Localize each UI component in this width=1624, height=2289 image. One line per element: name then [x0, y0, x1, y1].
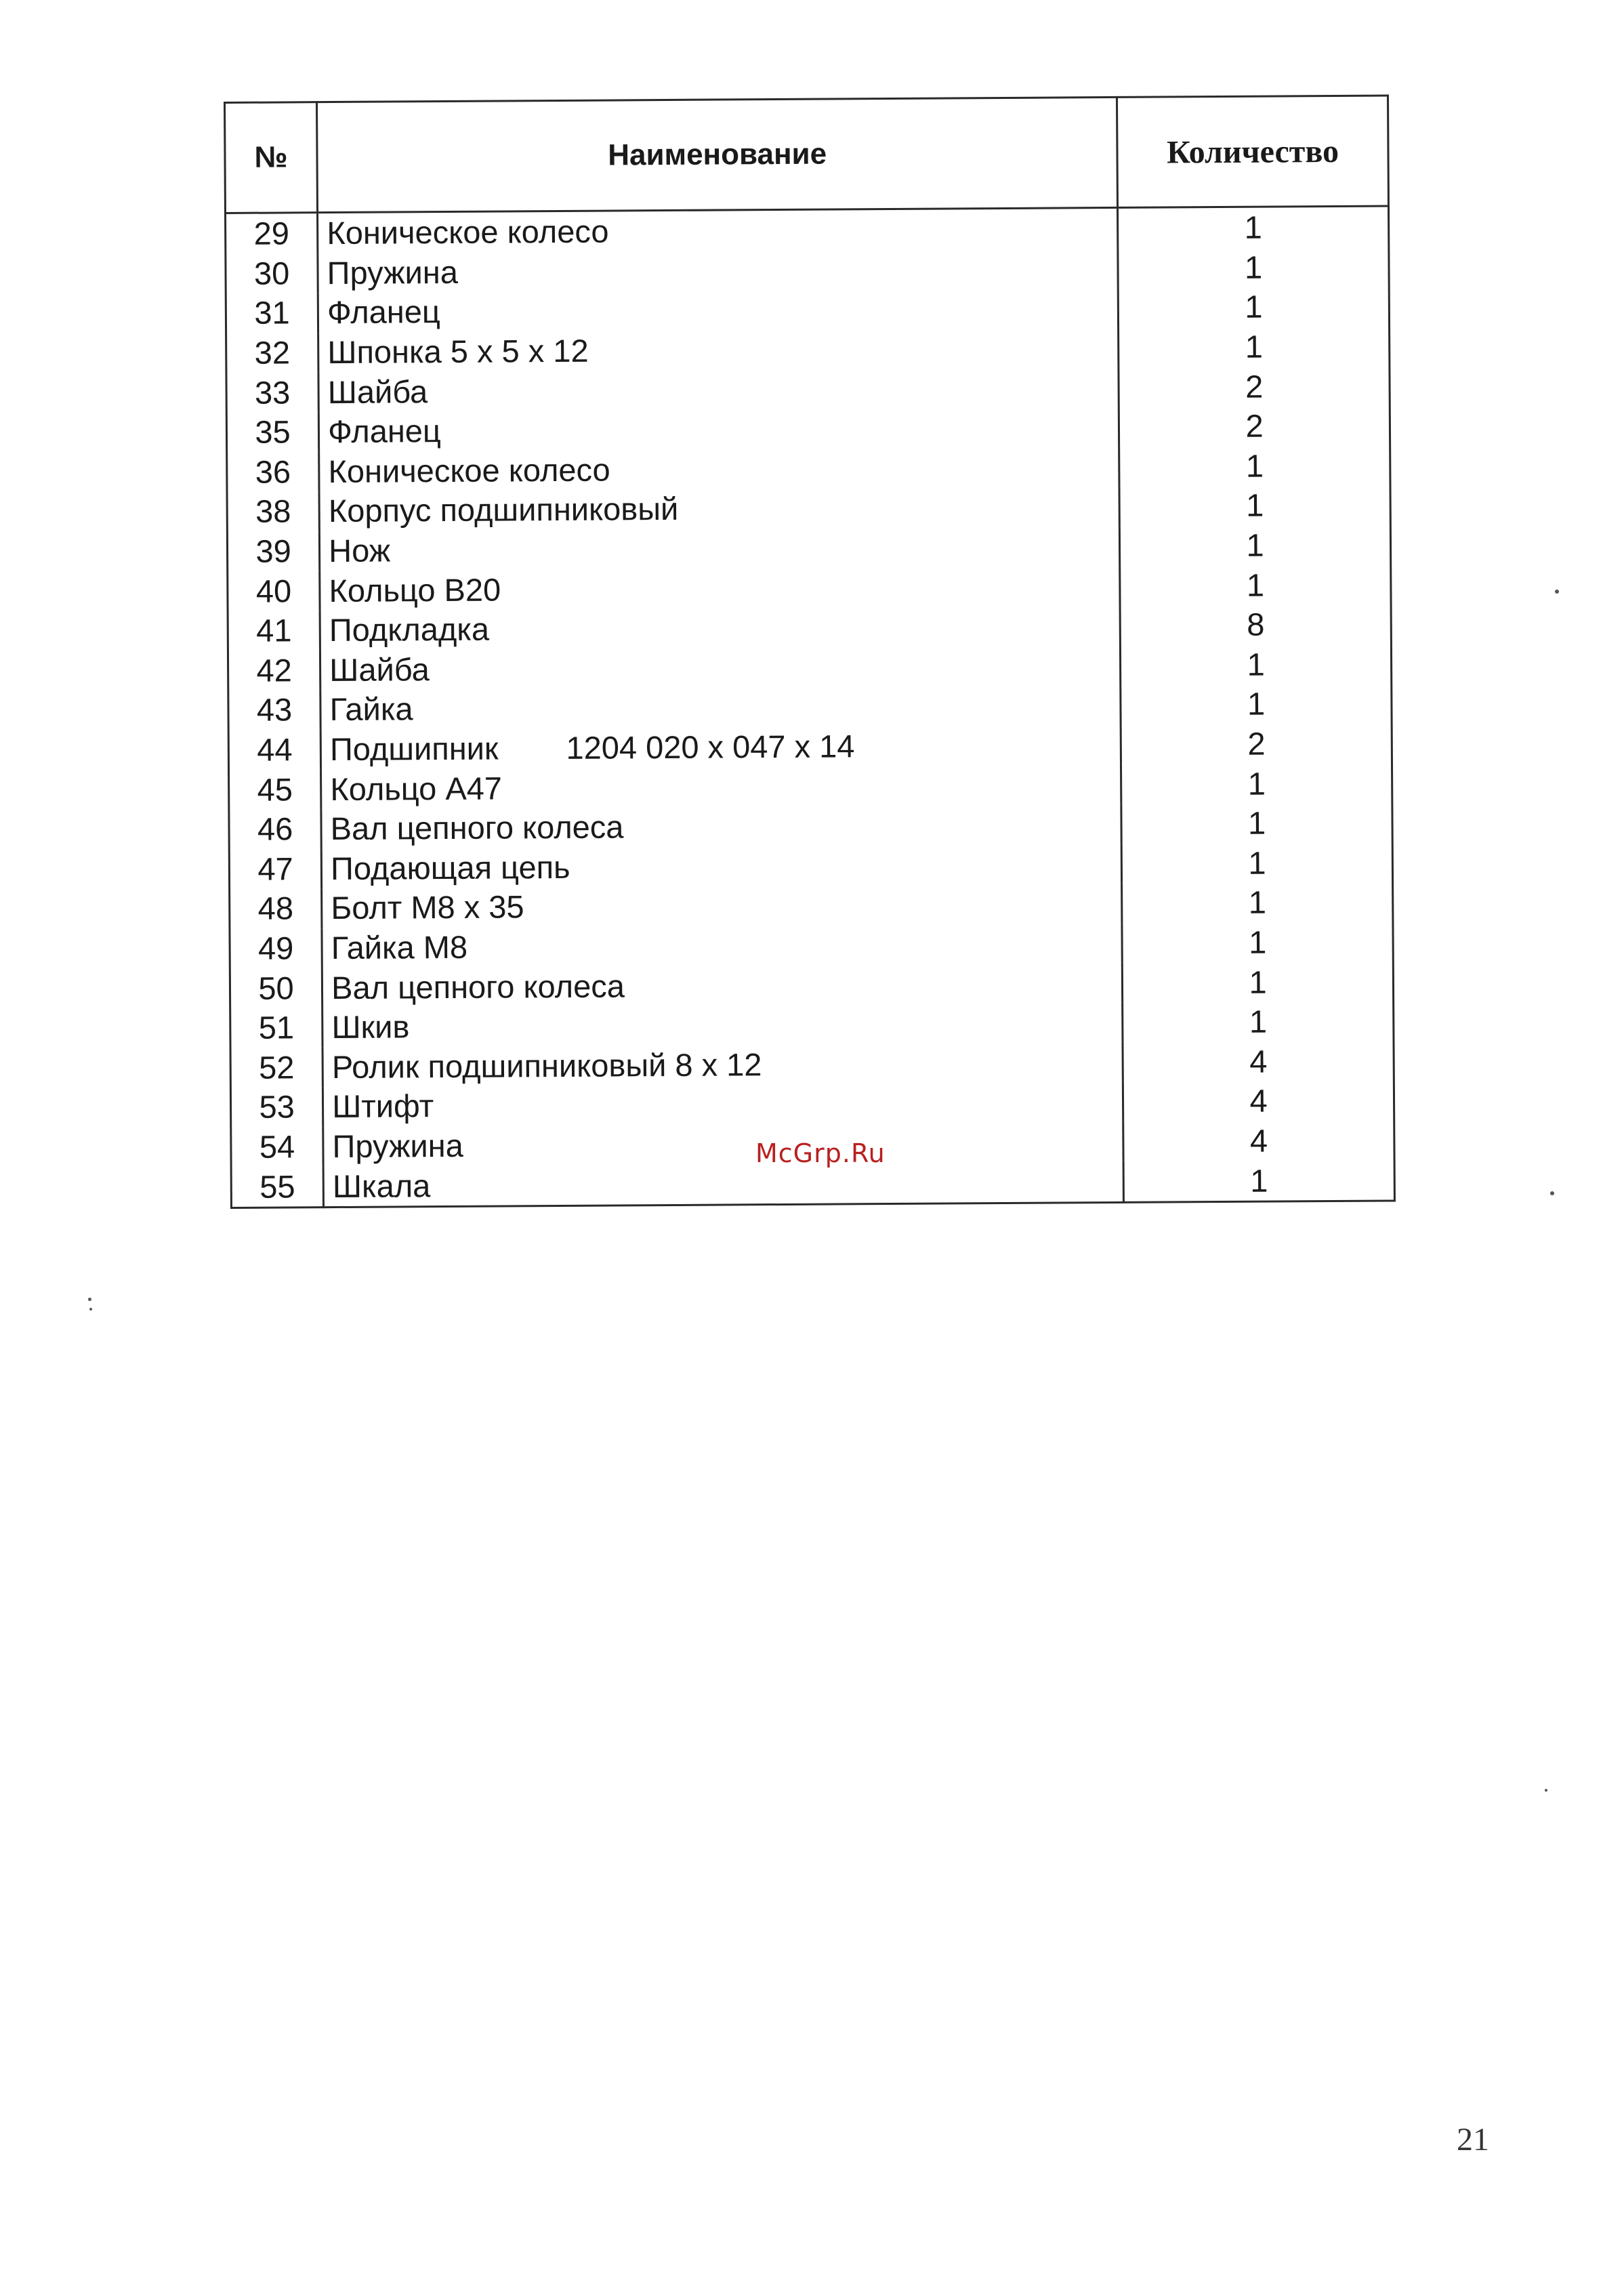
table-row	[230, 922, 1393, 968]
row-quantity: 1	[1123, 962, 1394, 1003]
row-name-cell	[320, 725, 1121, 770]
table-row	[229, 842, 1392, 889]
row-name: Штифт	[332, 1088, 434, 1125]
row-number: 30	[226, 253, 318, 293]
row-name: Фланец	[327, 293, 440, 331]
row-name: Подкладка	[329, 611, 490, 648]
row-number: 35	[226, 412, 319, 452]
table-row	[226, 326, 1390, 373]
row-name-cell	[323, 1082, 1123, 1127]
scan-speck	[1555, 590, 1559, 594]
row-number: 45	[229, 769, 322, 809]
row-name-cell	[320, 685, 1121, 730]
row-name: Шайба	[329, 651, 430, 688]
row-name-cell	[320, 527, 1120, 571]
row-number: 29	[226, 213, 318, 254]
table-row	[226, 366, 1390, 413]
row-name-cell	[318, 207, 1118, 253]
row-number: 51	[230, 1008, 323, 1048]
table-row	[229, 802, 1392, 849]
table-row	[228, 684, 1392, 730]
header-row	[225, 96, 1389, 213]
row-number: 42	[228, 651, 320, 690]
row-name-cell	[323, 1122, 1123, 1167]
scan-speck	[1545, 1789, 1547, 1792]
row-number: 39	[227, 531, 320, 571]
row-number: 55	[231, 1166, 324, 1208]
row-quantity: 1	[1123, 1160, 1394, 1203]
row-name: Коническое колесо	[327, 213, 609, 251]
row-number: 49	[230, 928, 322, 968]
row-number: 32	[226, 333, 319, 373]
row-number: 46	[229, 809, 322, 849]
row-quantity: 1	[1121, 842, 1392, 884]
table-body	[226, 206, 1395, 1208]
row-name: Гайка	[329, 690, 413, 728]
table-row	[226, 405, 1390, 452]
row-name-cell	[320, 566, 1120, 611]
row-name-cell	[323, 1161, 1123, 1207]
row-quantity: 1	[1121, 802, 1392, 844]
parts-table	[224, 94, 1396, 1208]
row-name-cell	[321, 844, 1121, 888]
table-row	[230, 962, 1393, 1008]
row-quantity: 1	[1122, 922, 1393, 963]
row-name: Ролик подшипниковый 8 x 12	[331, 1046, 762, 1085]
row-number: 43	[228, 690, 321, 730]
row-name: Пружина	[327, 253, 459, 291]
scan-speck	[89, 1308, 92, 1311]
row-name: Коническое колесо	[328, 451, 610, 489]
header-number: №	[225, 102, 318, 213]
row-number: 47	[229, 849, 322, 889]
table-header	[225, 96, 1389, 213]
row-name: Кольцо B20	[329, 571, 501, 609]
table-row	[228, 564, 1391, 611]
row-name-cell	[318, 249, 1118, 293]
row-name-cell	[322, 1003, 1123, 1048]
row-name-cell	[318, 407, 1119, 452]
table-row	[230, 1001, 1394, 1048]
scan-speck	[1550, 1191, 1554, 1195]
row-number: 36	[227, 452, 320, 492]
row-quantity: 1	[1121, 644, 1392, 685]
row-name: Гайка M8	[331, 928, 468, 966]
row-quantity: 2	[1119, 366, 1390, 407]
table-row	[228, 723, 1392, 770]
table-row	[226, 287, 1389, 333]
watermark: McGrp.Ru	[755, 1138, 886, 1168]
row-number: 40	[228, 571, 320, 611]
table-row	[228, 644, 1391, 690]
table-row	[227, 445, 1390, 492]
row-quantity: 1	[1123, 1001, 1394, 1042]
row-name: Нож	[329, 532, 391, 569]
row-quantity: 1	[1118, 247, 1389, 288]
row-name-cell	[318, 367, 1119, 412]
row-number: 31	[226, 293, 318, 333]
row-quantity: 2	[1119, 405, 1390, 447]
row-name: Шкала	[332, 1167, 431, 1204]
row-quantity: 1	[1120, 524, 1391, 566]
row-number: 33	[226, 373, 319, 413]
row-name-cell	[320, 606, 1120, 651]
row-quantity: 2	[1121, 723, 1392, 764]
row-name: Корпус подшипниковый	[328, 491, 679, 529]
row-quantity: 4	[1123, 1041, 1394, 1082]
table-row	[227, 524, 1390, 571]
row-name: Подающая цепь	[330, 848, 570, 886]
header-name: Наименование	[317, 97, 1118, 212]
row-name: Вал цепного колеса	[331, 967, 625, 1006]
row-name-cell	[319, 447, 1119, 491]
row-quantity: 1	[1120, 564, 1391, 606]
page-number: 21	[1457, 2122, 1489, 2158]
table-row	[230, 1081, 1394, 1128]
row-number: 50	[230, 968, 322, 1008]
row-quantity: 4	[1123, 1081, 1394, 1122]
table-row	[227, 485, 1390, 532]
row-name: Подшипник	[329, 730, 499, 768]
row-name-cell	[322, 924, 1122, 968]
row-quantity: 1	[1118, 206, 1389, 249]
row-quantity: 1	[1119, 445, 1390, 487]
row-name-cell	[322, 884, 1122, 928]
row-quantity: 4	[1123, 1120, 1394, 1161]
table-row	[228, 604, 1391, 651]
row-name-cell	[322, 963, 1122, 1008]
row-name: Фланец	[327, 413, 442, 450]
scan-speck	[88, 1298, 91, 1301]
row-name-cell	[320, 645, 1121, 690]
row-name: Вал цепного колеса	[330, 808, 624, 847]
row-quantity: 1	[1121, 684, 1392, 725]
row-quantity: 1	[1119, 326, 1390, 367]
row-name-cell	[321, 764, 1121, 809]
row-number: 38	[227, 491, 320, 531]
table-row	[226, 247, 1389, 293]
table-row	[230, 1041, 1394, 1088]
table-row	[226, 206, 1389, 254]
header-quantity: Количество	[1117, 96, 1389, 207]
row-name: Шпонка 5 x 5 x 12	[327, 332, 589, 371]
row-name: Болт M8 x 35	[331, 888, 524, 926]
row-quantity: 1	[1119, 485, 1390, 527]
row-number: 54	[231, 1127, 324, 1167]
row-number: 41	[228, 611, 320, 651]
row-name: Кольцо A47	[330, 770, 503, 807]
row-name-cell	[322, 1042, 1123, 1087]
row-number: 53	[230, 1087, 323, 1127]
table-row	[230, 882, 1393, 929]
row-name-cell	[318, 288, 1118, 333]
row-name-cell	[319, 487, 1119, 531]
row-number: 48	[230, 888, 322, 928]
row-name-cell	[321, 804, 1121, 849]
row-quantity: 1	[1122, 882, 1393, 924]
row-name: Пружина	[332, 1127, 463, 1165]
row-quantity: 8	[1120, 604, 1391, 645]
row-name: Шкив	[331, 1008, 410, 1046]
row-spec: 1204 020 x 047 x 14	[566, 728, 855, 766]
row-quantity: 1	[1121, 763, 1392, 804]
table-row	[229, 763, 1392, 810]
row-number: 44	[228, 730, 321, 770]
row-quantity: 1	[1118, 287, 1389, 328]
row-name: Шайба	[327, 373, 428, 410]
row-number: 52	[230, 1048, 323, 1088]
row-name-cell	[318, 328, 1119, 373]
